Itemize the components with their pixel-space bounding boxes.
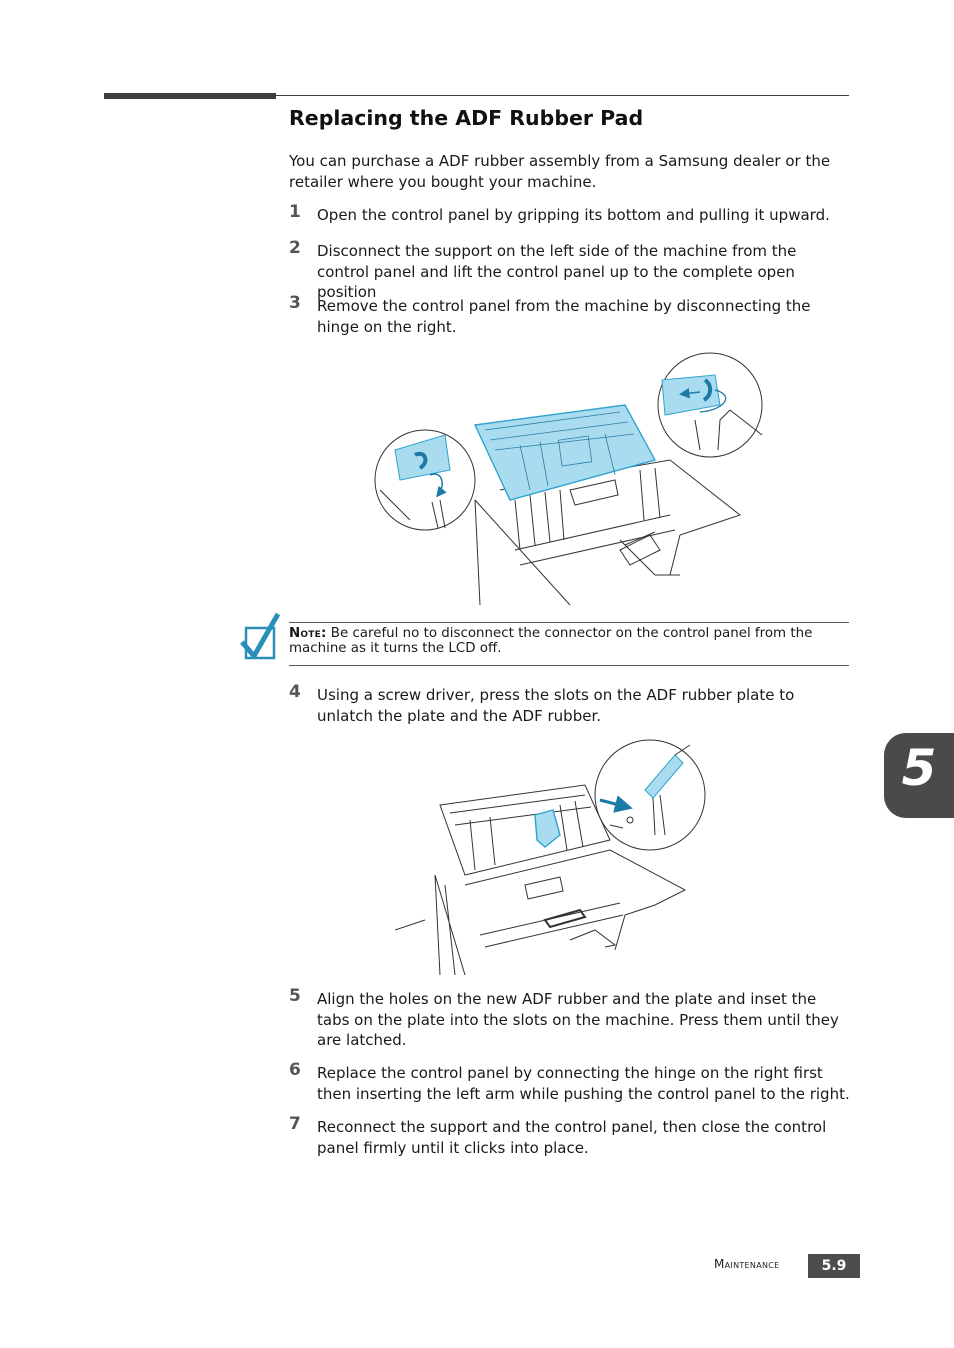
step-text: Replace the control panel by connecting the hinge on the right first then inserting the left arm while pushing the control panel to the right.: [317, 1064, 850, 1103]
step-4: [289, 682, 851, 726]
chapter-tab: [884, 733, 954, 818]
note-paragraph: [289, 626, 851, 656]
step-1: [289, 202, 851, 226]
header-rule-thin: [276, 95, 849, 96]
step-text: Remove the control panel from the machine by disconnecting the hinge on the right.: [317, 297, 811, 336]
checkmark-note-icon: [240, 612, 280, 664]
chapter-number: 5: [901, 739, 937, 797]
step-number: 4: [289, 682, 301, 702]
step-6: [289, 1060, 851, 1104]
step-text: Using a screw driver, press the slots on the ADF rubber plate to unlatch the plate and the ADF rubber.: [317, 686, 795, 725]
control-panel-removal-illustration: [370, 350, 770, 610]
note-bottom-rule: [289, 665, 849, 666]
step-text: Open the control panel by gripping its bottom and pulling it upward.: [317, 206, 830, 224]
adf-rubber-highlight: [535, 810, 560, 847]
note-label: Note:: [289, 626, 327, 641]
footer-page-number: 5.9: [808, 1254, 860, 1278]
step-number: 7: [289, 1114, 301, 1134]
footer-section-label: Maintenance: [714, 1257, 780, 1271]
step-text: Reconnect the support and the control panel, then close the control panel firmly until it clicks into place.: [317, 1118, 827, 1157]
step-5: [289, 986, 851, 1051]
intro-paragraph: You can purchase a ADF rubber assembly from a Samsung dealer or the retailer where you bought your machine.: [289, 152, 831, 191]
step-number: 5: [289, 986, 301, 1006]
step-text: Align the holes on the new ADF rubber and the plate and inset the tabs on the plate into the slots on the machine. Press them until they are latched.: [317, 990, 839, 1049]
section-title: Replacing the ADF Rubber Pad: [289, 106, 644, 130]
adf-rubber-plate-illustration: [395, 735, 715, 980]
header-rule-thick: [104, 93, 276, 99]
note-body: Be careful no to disconnect the connector on the control panel from the machine as it turns the LCD off.: [289, 626, 813, 656]
step-7: [289, 1114, 851, 1158]
step-number: 6: [289, 1060, 301, 1080]
step-number: 3: [289, 293, 301, 313]
step-2: [289, 238, 851, 303]
step-3: [289, 293, 851, 337]
note-top-rule: [289, 622, 849, 623]
step-text: Disconnect the support on the left side of the machine from the control panel and lift the control panel up to the complete open position: [317, 242, 797, 301]
step-number: 1: [289, 202, 301, 222]
step-number: 2: [289, 238, 301, 258]
